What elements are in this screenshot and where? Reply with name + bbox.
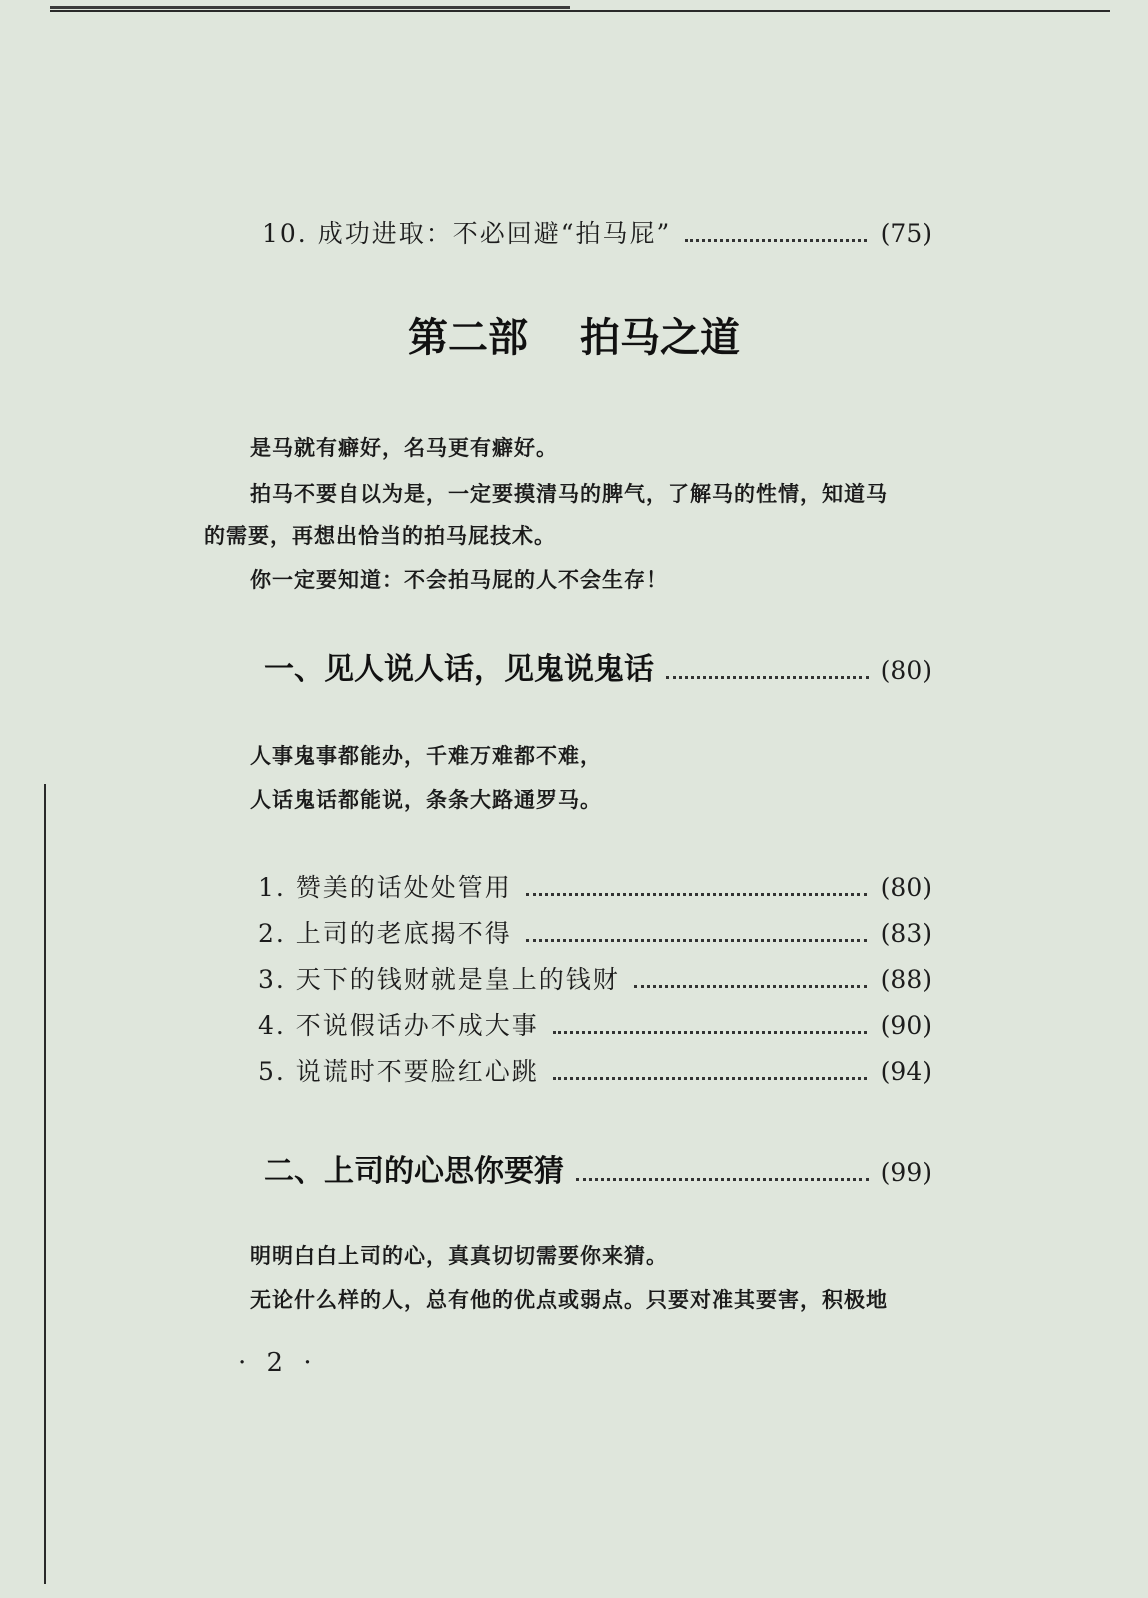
- intro-line-2: 拍马不要自以为是，一定要摸清马的脾气，了解马的性情，知道马: [250, 482, 888, 506]
- leader-dots: [526, 938, 867, 942]
- toc-entry-10[interactable]: [262, 214, 932, 250]
- top-rule: [50, 10, 1110, 12]
- section-page: (99): [880, 1158, 932, 1187]
- section-label: 一、见人说人话，见鬼说鬼话: [264, 652, 654, 687]
- leader-dots: [553, 1030, 867, 1034]
- toc-entry-page: (75): [880, 219, 932, 248]
- page-number: · 2 ·: [238, 1348, 318, 1378]
- leader-dots: [666, 675, 869, 679]
- section-1-heading[interactable]: [264, 644, 932, 688]
- leader-dots: [526, 892, 867, 896]
- toc-entry-label: 3. 天下的钱财就是皇上的钱财: [258, 965, 620, 994]
- toc-entry-page: (80): [880, 873, 932, 902]
- top-rule-thick: [50, 6, 570, 9]
- section-page: (80): [880, 656, 932, 685]
- toc-entry-page: (83): [880, 919, 932, 948]
- section-label: 二、上司的心思你要猜: [264, 1154, 564, 1189]
- toc-entry-1[interactable]: [258, 868, 932, 904]
- toc-entry-label: 1. 赞美的话处处管用: [258, 873, 512, 902]
- toc-entry-4[interactable]: [258, 1006, 932, 1042]
- part-title: 拍马之道: [580, 315, 740, 361]
- toc-entry-5[interactable]: [258, 1052, 932, 1088]
- part-heading: [0, 306, 1148, 363]
- intro-line-4: 你一定要知道：不会拍马屁的人不会生存！: [250, 568, 668, 592]
- verse-line-1: 人事鬼事都能办，千难万难都不难，: [250, 744, 602, 768]
- verse-line-2: 人话鬼话都能说，条条大路通罗马。: [250, 788, 602, 812]
- intro-line-1: 是马就有癖好，名马更有癖好。: [250, 436, 558, 460]
- toc-entry-page: (88): [880, 965, 932, 994]
- leader-dots: [634, 984, 867, 988]
- toc-entry-page: (90): [880, 1011, 932, 1040]
- intro-line-3: 的需要，再想出恰当的拍马屁技术。: [204, 524, 556, 548]
- toc-entry-label: 4. 不说假话办不成大事: [258, 1011, 539, 1040]
- toc-entry-2[interactable]: [258, 914, 932, 950]
- toc-entry-3[interactable]: [258, 960, 932, 996]
- leader-dots: [553, 1076, 867, 1080]
- toc-entry-label: 2. 上司的老底揭不得: [258, 919, 512, 948]
- part-number: 第二部: [408, 315, 528, 361]
- toc-entry-label: 10. 成功进取：不必回避“拍马屁”: [262, 219, 672, 248]
- toc-entry-page: (94): [880, 1057, 932, 1086]
- leader-dots: [576, 1177, 869, 1181]
- toc-entry-label: 5. 说谎时不要脸红心跳: [258, 1057, 539, 1086]
- section-2-line-1: 明明白白上司的心，真真切切需要你来猜。: [250, 1244, 668, 1268]
- leader-dots: [685, 238, 866, 242]
- binding-margin-line: [44, 784, 46, 1584]
- section-2-heading[interactable]: [264, 1146, 932, 1190]
- section-2-line-2: 无论什么样的人，总有他的优点或弱点。只要对准其要害，积极地: [250, 1288, 888, 1312]
